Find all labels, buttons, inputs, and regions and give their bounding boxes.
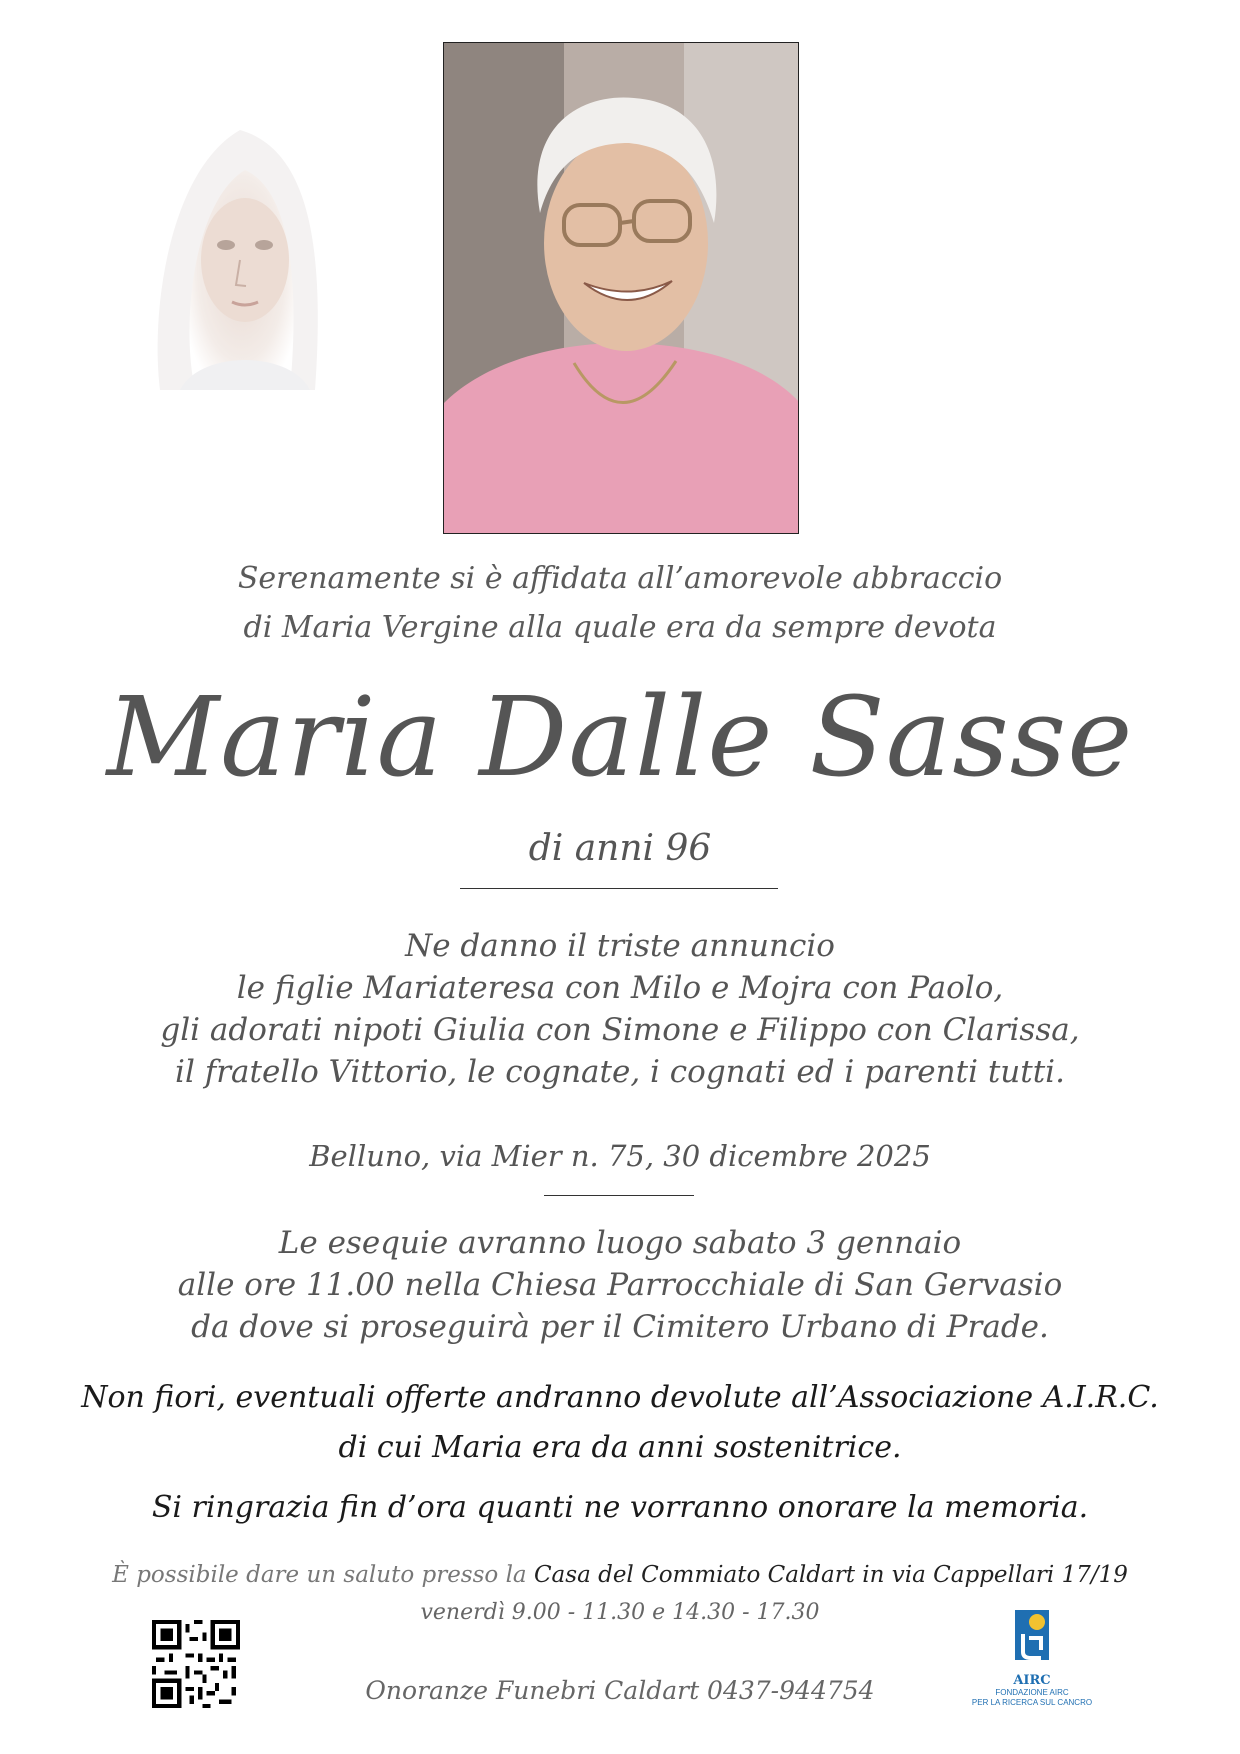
madonna-image [140,110,340,400]
place-date: Belluno, via Mier n. 75, 30 dicembre 2025 [309,1139,931,1173]
intro-line-2: di Maria Vergine alla quale era da sempre devota [243,610,997,645]
intro-line-1: Serenamente si è affidata all’amorevole abbraccio [237,561,1003,596]
family-line-3: gli adorati nipoti Giulia con Simone e Filippo con Clarissa, [160,1012,1080,1048]
airc-logo [967,1608,1097,1708]
family-line-1: Ne danno il triste annuncio [405,928,835,964]
visit-place: Casa del Commiato Caldart in via Cappellari 17/19 [533,1562,1128,1588]
visit-line [0,1562,1240,1588]
deceased-name: Maria Dalle Sasse [106,673,1134,801]
divider-rule-small [544,1195,694,1196]
divider-rule [460,888,778,889]
funeral-line-3: da dove si proseguirà per il Cimitero Urbano di Prade. [191,1309,1049,1345]
airc-line-1: FONDAZIONE AIRC [995,1688,1069,1697]
deceased-age: di anni 96 [528,828,712,869]
family-line-4: il fratello Vittorio, le cognate, i cognati ed i parenti tutti. [175,1054,1065,1090]
family-line-2: le figlie Mariateresa con Milo e Mojra con Paolo, [236,970,1004,1006]
airc-mark-text: AIRC [1013,1673,1051,1688]
visit-hours: venerdì 9.00 - 11.30 e 14.30 - 17.30 [420,1600,820,1625]
funeral-agency: Onoranze Funebri Caldart 0437-944754 [365,1676,875,1705]
thanks-line: Si ringrazia fin d’ora quanti ne vorranno onorare la memoria. [151,1490,1089,1525]
donation-line-1: Non fiori, eventuali offerte andranno devolute all’Associazione A.I.R.C. [81,1380,1159,1415]
funeral-line-1: Le esequie avranno luogo sabato 3 gennaio [278,1225,962,1261]
deceased-portrait-photo [443,42,799,534]
funeral-line-2: alle ore 11.00 nella Chiesa Parrocchiale di San Gervasio [177,1267,1063,1303]
visit-prefix: È possibile dare un saluto presso la [112,1562,534,1588]
airc-line-2: PER LA RICERCA SUL CANCRO [971,1698,1093,1707]
donation-line-2: di cui Maria era da anni sostenitrice. [338,1430,902,1465]
airc-logo-mark-icon [967,1608,1097,1670]
